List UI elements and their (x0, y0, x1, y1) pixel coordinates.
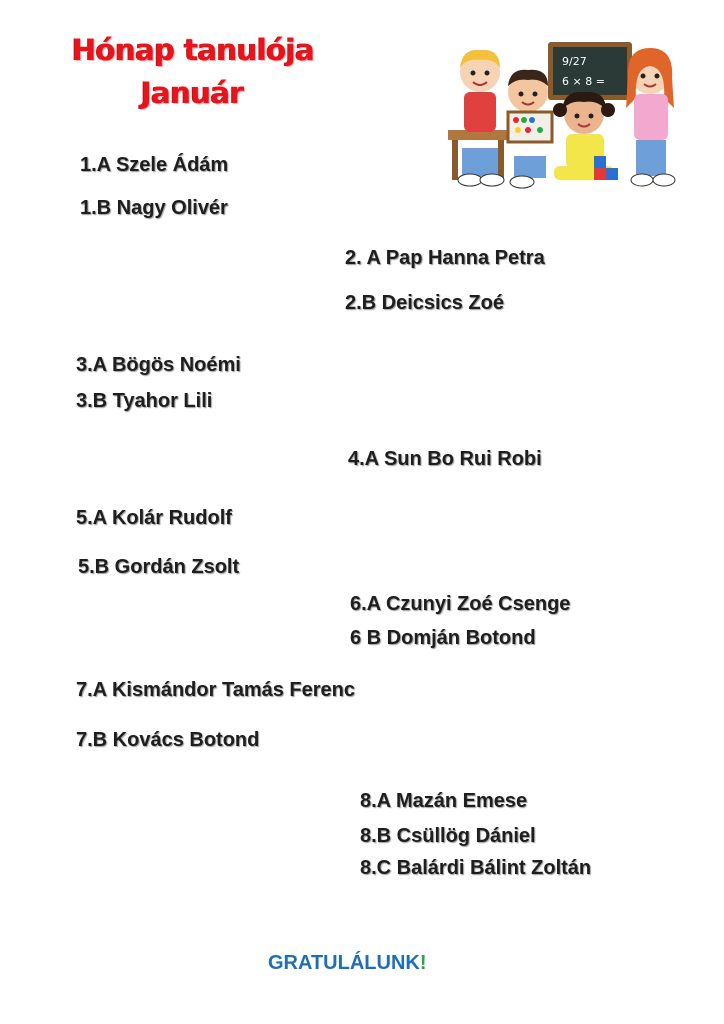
student-entry-6a: 6.A Czunyi Zoé Csenge (350, 593, 571, 615)
toy-block (594, 168, 606, 180)
student-entry-5b: 5.B Gordán Zsolt (78, 556, 240, 578)
desk-leg (452, 140, 458, 180)
kid4-dress (634, 94, 668, 140)
board-text-1: 9/27 (562, 55, 587, 68)
student-entry-3b: 3.B Tyahor Lili (76, 390, 213, 412)
student-entry-7b: 7.B Kovács Botond (76, 729, 260, 751)
student-entry-2a: 2. A Pap Hanna Petra (345, 247, 545, 269)
student-entry-1b: 1.B Nagy Olivér (80, 197, 228, 219)
student-entry-1a: 1.A Szele Ádám (80, 154, 229, 176)
page-title-line-2: Január (141, 76, 244, 110)
student-entry-4a: 4.A Sun Bo Rui Robi (348, 448, 542, 470)
student-entry-8c: 8.C Balárdi Bálint Zoltán (360, 857, 592, 879)
page-title-line-1: Hónap tanulója (72, 33, 315, 67)
children-classroom-illustration (444, 38, 680, 202)
kid1-shirt (464, 92, 496, 132)
congratulations-text (268, 952, 427, 975)
abacus (508, 112, 552, 142)
board-text-2: 6 × 8 = (562, 75, 605, 88)
student-entry-5a: 5.A Kolár Rudolf (76, 507, 232, 529)
kid4-jeans (636, 140, 666, 176)
desk-leg (498, 140, 504, 180)
student-entry-8a: 8.A Mazán Emese (360, 790, 528, 812)
congratulations-word: GRATULÁLUNK (268, 952, 420, 974)
toy-block (606, 168, 618, 180)
student-entry-3a: 3.A Bögös Noémi (76, 354, 241, 376)
exclamation-mark: ! (419, 952, 427, 974)
student-entry-6b: 6 B Domján Botond (350, 627, 536, 649)
student-entry-7a: 7.A Kismándor Tamás Ferenc (76, 679, 355, 701)
student-entry-8b: 8.B Csüllög Dániel (360, 825, 536, 847)
student-entry-2b: 2.B Deicsics Zoé (345, 292, 504, 314)
toy-block (594, 156, 606, 168)
kid1-jeans (462, 148, 498, 176)
kid2-jeans (514, 156, 546, 178)
